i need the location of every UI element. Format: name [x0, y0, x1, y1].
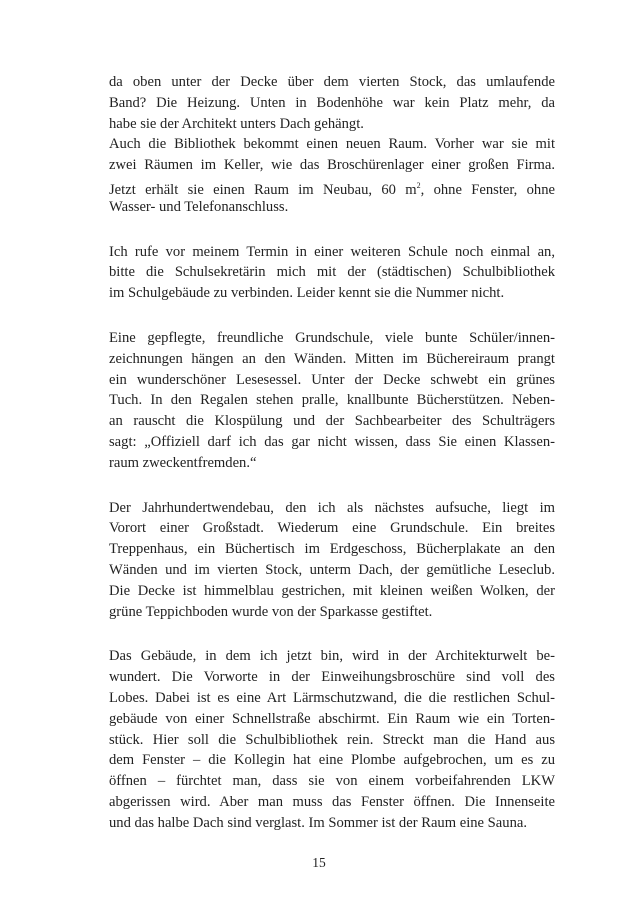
text-line: Band? Die Heizung. Unten in Bodenhöhe war kein Platz mehr, da: [109, 94, 555, 111]
paragraph-4: [109, 498, 555, 623]
page-number: 15: [312, 855, 326, 870]
text-line: Auch die Bibliothek bekommt einen neuen Raum. Vorher war sie mit: [109, 136, 555, 153]
text-line: Der Jahrhundertwendebau, den ich als nächstes aufsuche, liegt im: [109, 499, 555, 516]
text-line: an rauscht die Klospülung und der Sachbearbeiter des Schulträgers: [109, 413, 555, 430]
text-line: im Schulgebäude zu verbinden. Leider kennt sie die Nummer nicht.: [109, 285, 505, 302]
text-line: abgerissen wird. Aber man muss das Fenster öffnen. Die Innenseite: [109, 793, 555, 810]
text-line: bitte die Schulsekretärin mich mit der (städtischen) Schulbibliothek: [109, 264, 555, 281]
text-line: wundert. Die Vorworte in der Einweihungsbroschüre sind voll des: [109, 669, 555, 686]
text-line: Wänden und im vierten Stock, unterm Dach, der gemütliche Leseclub.: [109, 561, 555, 578]
text-line: habe sie der Architekt unters Dach gehängt.: [109, 115, 364, 132]
text-line: zwei Räumen im Keller, wie das Broschürenlager einer großen Firma.: [109, 157, 555, 174]
text-line: gebäude von einer Schnellstraße abschirmt. Ein Raum wie ein Torten-: [109, 710, 555, 727]
text-line: Lobes. Dabei ist es eine Art Lärmschutzwand, die die restlichen Schul-: [109, 689, 555, 706]
text-line: öffnen – fürchtet man, dass sie von einem vorbeifahrenden LKW: [109, 773, 555, 790]
paragraph-5: [109, 646, 555, 833]
text-line: grüne Teppichboden wurde von der Sparkasse gestiftet.: [109, 603, 433, 620]
text-line: Tuch. In den Regalen stehen pralle, knallbunte Bücherstützen. Neben-: [109, 392, 555, 409]
text-line: Ich rufe vor meinem Termin in einer weiteren Schule noch einmal an,: [109, 243, 555, 260]
text-line: sagt: „Offiziell darf ich das gar nicht wissen, dass Sie einen Klassen-: [109, 433, 555, 450]
paragraph-3: [109, 328, 555, 474]
text-line: stück. Hier soll die Schulbibliothek rein. Streckt man die Hand aus: [109, 731, 555, 748]
text-line: Treppenhaus, ein Büchertisch im Erdgeschoss, Bücherplakate an den: [109, 541, 555, 558]
text-line: und das halbe Dach sind verglast. Im Sommer ist der Raum eine Sauna.: [109, 814, 527, 831]
text-line: zeichnungen hängen an den Wänden. Mitten im Büchereiraum prangt: [109, 350, 555, 367]
text-line: dem Fenster – die Kollegin hat eine Plombe aufgebrochen, um es zu: [109, 752, 555, 769]
text-line: ein wunderschöner Lesesessel. Unter der Decke schwebt ein grünes: [109, 371, 555, 388]
text-line: raum zweckentfremden.“: [109, 454, 257, 471]
text-line: Jetzt erhält sie einen Raum im Neubau, 60 $m^2$, ohne Fenster, ohne: [109, 180, 555, 198]
text-line: da oben unter der Decke über dem vierten Stock, das umlaufende: [109, 74, 555, 90]
paragraph-2: [109, 242, 555, 304]
text-line: Eine gepflegte, freundliche Grundschule, viele bunte Schüler/innen-: [109, 329, 555, 346]
superscript-two: 2: [416, 180, 421, 190]
text-line: Wasser- und Telefonanschluss.: [109, 198, 289, 215]
body-text: [109, 72, 555, 858]
text-line: Vorort einer Großstadt. Wiederum eine Grundschule. Ein breites: [109, 520, 555, 537]
text-line: Das Gebäude, in dem ich jetzt bin, wird in der Architekturwelt be-: [109, 648, 555, 665]
paragraph-1: [109, 72, 555, 218]
text-line: Die Decke ist himmelblau gestrichen, mit kleinen weißen Wolken, der: [109, 582, 555, 599]
